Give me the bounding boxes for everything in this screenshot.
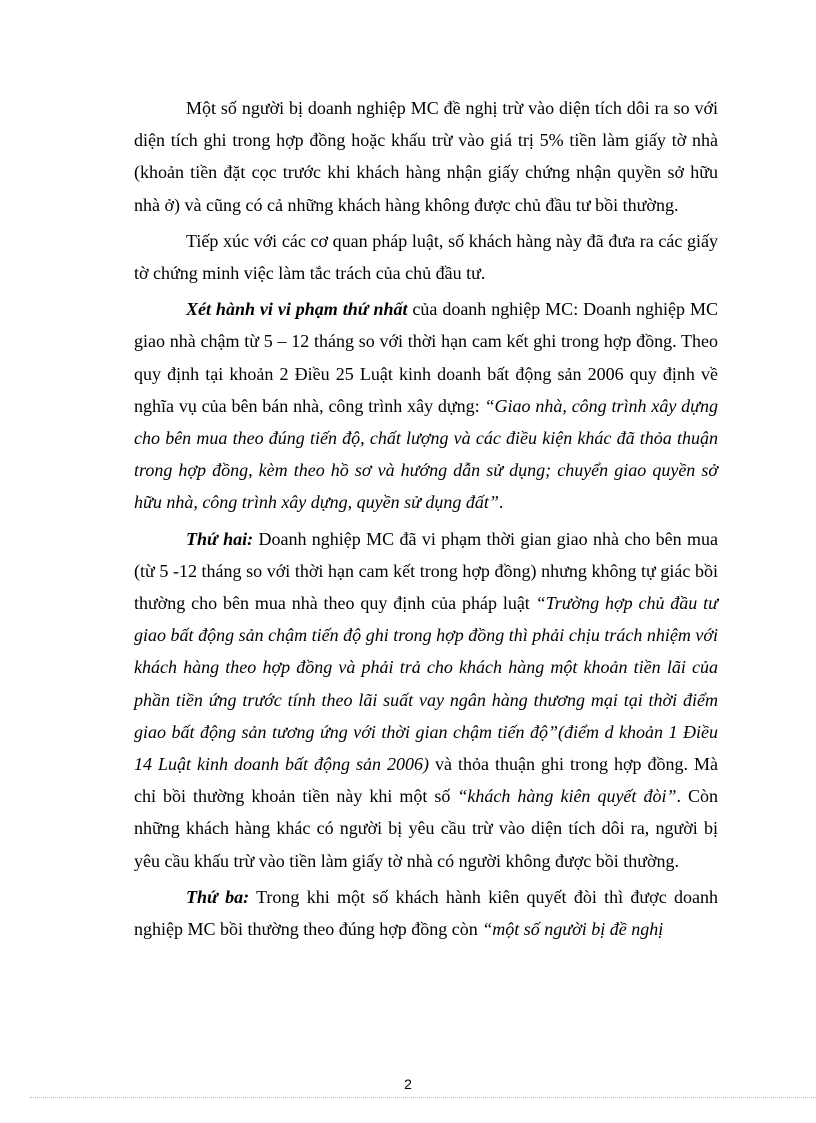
quote-segment: “Giao nhà, công trình xây dựng cho bên mua theo đúng tiến độ, chất lượng và các điều kiện khác đã thỏa thuận trong hợp đồng, kèm theo hồ sơ và hướng dẫn sử dụng; chuyển giao quyền sở hữu nhà, công trình xây dựng, quyền sử dụng đất” [134, 395, 718, 513]
text-segment: Tiếp xúc với các cơ quan pháp luật, số khách hàng này đã đưa ra các giấy tờ chứng minh việc làm tắc trách của chủ đầu tư. [134, 230, 718, 284]
emphasis-heading: Thứ ba: [186, 886, 250, 907]
emphasis-heading: Thứ hai: [186, 528, 254, 549]
paragraph-2 [134, 225, 718, 289]
text-segment: Doanh nghiệp MC đã vi phạm thời gian giao nhà cho bên mua (từ 5 -12 tháng so với thời hạn cam kết trong hợp đồng) nhưng không tự giác bồi thường cho bên mua nhà theo quy định của pháp luật [134, 528, 718, 614]
text-segment: và thỏa thuận ghi trong hợp đồng. Mà chỉ bồi thường khoản tiền này khi một số [134, 754, 718, 807]
emphasis-heading: Xét hành vi vi phạm thứ nhất [186, 299, 408, 320]
footer-divider [30, 1097, 816, 1098]
text-segment: của doanh nghiệp MC: Doanh nghiệp MC giao nhà chậm từ 5 – 12 tháng so với thời hạn cam kết ghi trong hợp đồng. Theo quy định tại khoản 2 Điều 25 Luật kinh doanh bất động sản 2006 quy định về nghĩa vụ của bên bán nhà, công trình xây dựng: [134, 299, 718, 416]
quote-segment: “khách hàng kiên quyết đòi” [457, 786, 677, 807]
quote-segment: “một số người bị đề nghị [482, 919, 664, 940]
text-segment: Trong khi một số khách hành kiên quyết đòi thì được doanh nghiệp MC bồi thường theo đúng hợp đồng còn [134, 886, 718, 940]
body-text [134, 92, 718, 949]
page-number: 2 [404, 1076, 412, 1092]
paragraph-3 [134, 293, 718, 518]
paragraph-5 [134, 881, 718, 945]
text-segment: . [498, 492, 504, 513]
paragraph-4 [134, 523, 718, 877]
text-segment: . Còn những khách hàng khác có người bị yêu cầu trừ vào diện tích dôi ra, người bị yêu cầu khấu trừ vào tiền làm giấy tờ nhà có người không được bồi thường. [134, 786, 718, 871]
quote-segment: “Trường hợp chủ đầu tư giao bất động sản chậm tiến độ ghi trong hợp đồng thì phải chịu trách nhiệm với khách hàng theo hợp đồng và phải trả cho khách hàng một khoản tiền lãi của phần tiền ứng trước tính theo lãi suất vay ngân hàng thương mại tại thời điểm giao bất động sản tương ứng với thời gian chậm tiến độ”(điểm d khoản 1 Điều 14 Luật kinh doanh bất động sản 2006) [134, 593, 718, 775]
paragraph-1 [134, 92, 718, 221]
text-segment: Một số người bị doanh nghiệp MC đề nghị trừ vào diện tích dôi ra so với diện tích ghi trong hợp đồng hoặc khấu trừ vào giá trị 5% tiền làm giấy tờ nhà (khoản tiền đặt cọc trước khi khách hàng nhận giấy chứng nhận quyền sở hữu nhà ở) và cũng có cả những khách hàng không được chủ đầu tư bồi thường. [134, 98, 718, 215]
